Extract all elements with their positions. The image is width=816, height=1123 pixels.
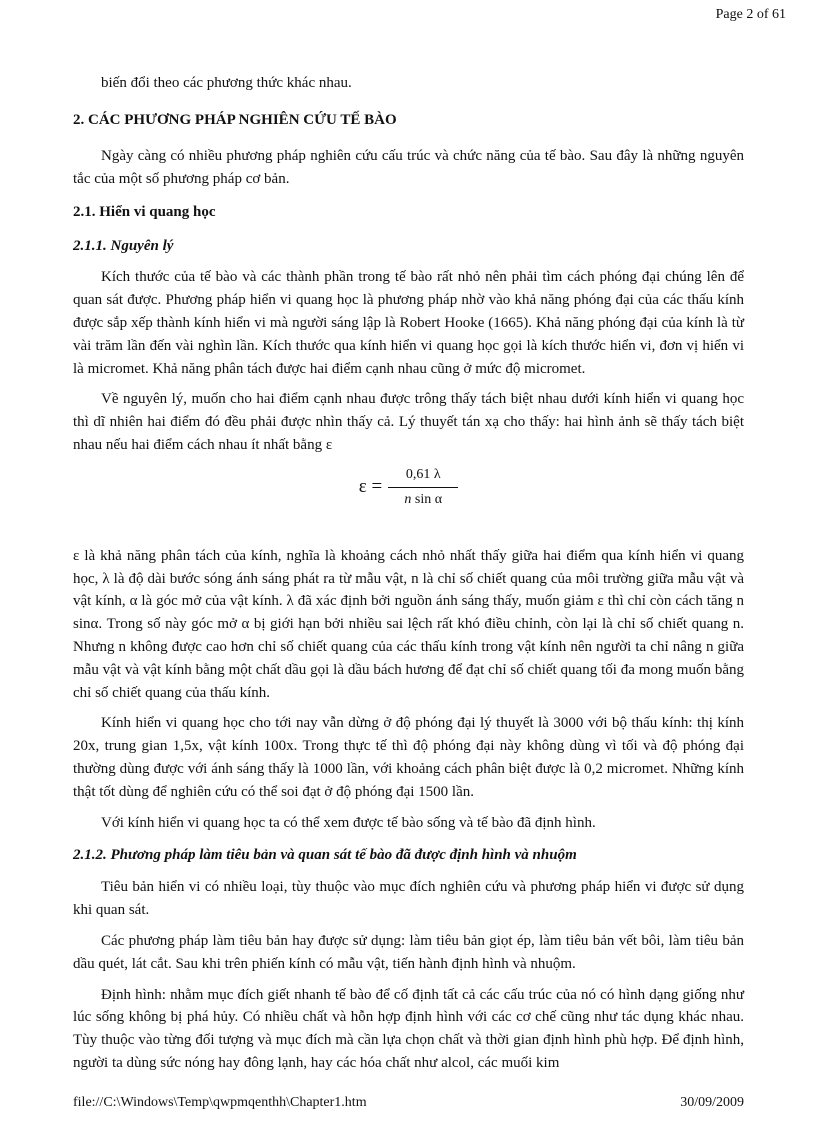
- formula-sin-alpha: sin α: [414, 492, 443, 508]
- section-2-1-2-heading: 2.1.2. Phương pháp làm tiêu bản và quan sát tế bào đã được định hình và nhuộm: [73, 847, 577, 864]
- formula-denominator: [404, 490, 442, 510]
- resolution-formula: [73, 459, 744, 517]
- fraction-bar: [388, 487, 458, 488]
- paragraph-epsilon-definition: ε là khả năng phân tách của kính, nghĩa là khoảng cách nhỏ nhất thấy giữa hai điểm qua kính hiển vi quang học, λ là độ dài bước sóng ánh sáng phát ra từ mẫu vật, n là chỉ số chiết quang của môi trường giữa mẫu vật và vật kính, α là góc mở của vật kính. λ đã xác định bởi nguồn ánh sáng thấy, muốn giảm ε thì chỉ còn cách tăng n sinα. Trong số này góc mở α bị giới hạn bởi nhiều sai lệch rất khó điều chỉnh, còn lại là chỉ số chiết quang n. Nhưng n không được cao hơn chỉ số chiết quang của các thấu kính trong vật kính nên người ta chỉ nâng n giữa mẫu vật và vật kính bằng một chất dầu gọi là dầu bách hương để đạt chỉ số chiết quang tối đa mong muốn bằng chỉ số chiết quang của thấu kính.: [73, 547, 744, 701]
- paragraph-resolution: Về nguyên lý, muốn cho hai điểm cạnh nhau được trông thấy tách biệt nhau dưới kính hiển vi quang học thì dĩ nhiên hai điểm đó đều phải được nhìn thấy cả. Lý thuyết tán xạ cho thấy: hai hình ảnh sẽ thấy tách biệt nhau nếu hai điểm cách nhau ít nhất bằng ε: [73, 391, 744, 453]
- formula-n: n: [404, 492, 412, 508]
- intro-tail: biến đổi theo các phương thức khác nhau.: [101, 75, 352, 91]
- formula-lhs: ε =: [358, 476, 383, 498]
- paragraph-slide-methods: Các phương pháp làm tiêu bản hay được sử dụng: làm tiêu bản giọt ép, làm tiêu bản vết bôi, làm tiêu bản dầu quét, lát cắt. Sau khi trên phiến kính có mẫu vật, tiến hành định hình và nhuộm.: [73, 932, 744, 972]
- footer-file-path: file://C:\Windows\Temp\qwpmqenthh\Chapter1.htm: [73, 1095, 367, 1110]
- page-footer: [73, 1094, 744, 1112]
- section-2-paragraph: Ngày càng có nhiều phương pháp nghiên cứu cấu trúc và chức năng của tế bào. Sau đây là những nguyên tắc của một số phương pháp cơ bản.: [73, 147, 744, 187]
- formula-numerator: 0,61 λ: [405, 467, 441, 483]
- document-body: [73, 72, 744, 1075]
- page-number: Page 2 of 61: [715, 7, 786, 22]
- paragraph-principle: Kích thước của tế bào và các thành phần trong tế bào rất nhỏ nên phải tìm cách phóng đại chúng lên để quan sát được. Phương pháp hiển vi quang học là phương pháp nhờ vào khả năng phóng đại của các thấu kính được sắp xếp thành kính hiển vi mà người sáng lập là Robert Hooke (1665). Khả năng phóng đại của kính là từ vài trăm lần đến vài nghìn lần. Kích thước qua kính hiển vi quang học gọi là kích thước hiển vi, đơn vị hiển vi là micromet. Khả năng phân tách được hai điểm cạnh nhau cũng ở mức độ micromet.: [73, 269, 744, 377]
- section-2-1-heading: 2.1. Hiển vi quang học: [73, 204, 216, 221]
- section-2-1-1-heading: 2.1.1. Nguyên lý: [73, 238, 174, 255]
- footer-date: 30/09/2009: [680, 1095, 744, 1110]
- paragraph-living-cells: Với kính hiển vi quang học ta có thể xem được tế bào sống và tế bào đã định hình.: [101, 814, 596, 831]
- paragraph-fixation: Định hình: nhằm mục đích giết nhanh tế bào để cố định tất cả các cấu trúc của nó có hình dạng giống như lúc sống không bị phá hủy. Có nhiều chất và hỗn hợp định hình với các cơ chế cũng như tác dụng khác nhau. Tùy thuộc vào từng đối tượng và mục đích mà cần lựa chọn chất và thời gian định hình phù hợp. Để định hình, người ta dùng sức nóng hay đông lạnh, hay các hóa chất như alcol, các muối kim: [73, 986, 744, 1071]
- section-2-heading: 2. CÁC PHƯƠNG PHÁP NGHIÊN CỨU TẾ BÀO: [73, 111, 397, 128]
- paragraph-slide-types: Tiêu bản hiển vi có nhiều loại, tùy thuộc vào mục đích nghiên cứu và phương pháp hiển vi được sử dụng khi quan sát.: [73, 879, 744, 919]
- formula-fraction: [388, 465, 458, 510]
- paragraph-magnification: Kính hiển vi quang học cho tới nay vẫn dừng ở độ phóng đại lý thuyết là 3000 với bộ thấu kính: thị kính 20x, trung gian 1,5x, vật kính 100x. Trong thực tế thì độ phóng đại này không dùng vì tối và độ phóng đại thường dùng được với ánh sáng thấy là 1000 lần, với khoảng cách phân biệt được là 0,2 micromet. Những kính thật tốt dùng để nghiên cứu có thể soi đạt ở độ phóng đại 1500 lần.: [73, 715, 744, 800]
